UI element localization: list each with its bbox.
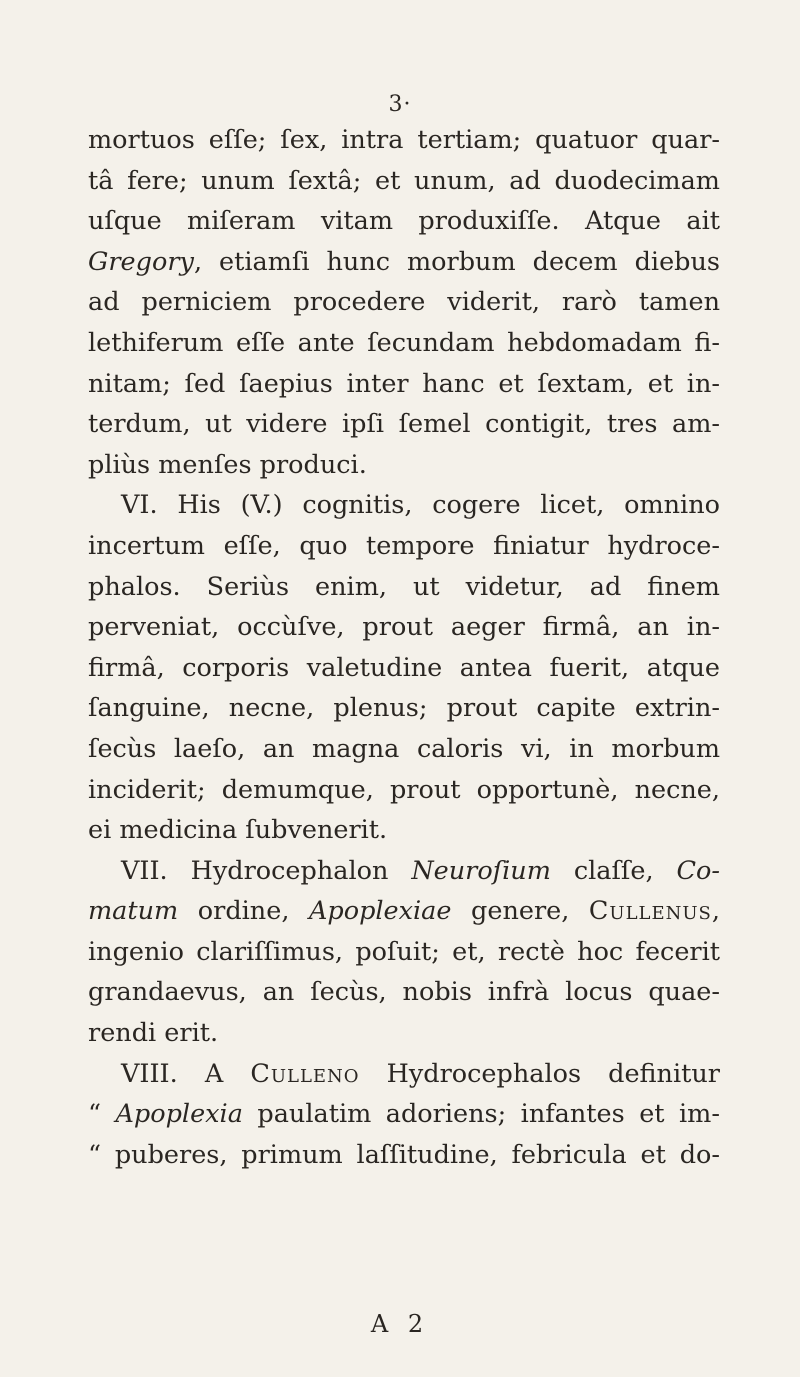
text-line [88,364,720,405]
text-line [88,810,720,851]
text-line [88,729,720,770]
text-line [88,323,720,364]
text-run: phalos. Seriùs enim, ut videtur, ad finem [88,571,720,602]
text-line [88,1094,720,1135]
italic-text: Neuroſium [411,855,551,886]
text-line [88,688,720,729]
italic-text: Co- [676,855,720,886]
text-run: grandaevus, an ſecùs, nobis infrà locus quae- [88,977,720,1008]
text-run: paulatim adoriens; infantes et im- [242,1099,720,1130]
text-line [88,282,720,323]
text-line [88,607,720,648]
text-run: genere, [451,896,589,927]
text-line [88,526,720,567]
text-run: VIII. A [121,1058,251,1089]
text-run: , etiamſi hunc morbum decem diebus [193,246,720,277]
text-line [88,567,720,608]
text-line [88,404,720,445]
text-line [88,201,720,242]
italic-text: matum [88,896,179,927]
text-run: ſanguine, necne, plenus; prout capite extrin- [88,693,720,724]
text-line [88,770,720,811]
body-text [88,120,720,1175]
text-line [88,120,720,161]
text-run: rendi erit. [88,1018,219,1049]
text-run: incertum eſſe, quo tempore finiatur hydroce- [88,530,720,561]
text-run: nitam; ſed ſaepius inter hanc et ſextam, et in- [88,368,720,399]
text-line [88,932,720,973]
text-run: perveniat, occùſve, prout aeger firmâ, an in- [88,612,720,643]
page-number: 3· [388,92,412,117]
small-caps-text: Culleno [250,1058,360,1089]
text-run: claſſe, [550,855,677,886]
italic-text: Gregory [88,246,194,277]
text-line [88,1135,720,1176]
text-run: Hydrocephalos definitur [359,1058,720,1089]
small-caps-text: Cullenus [588,896,712,927]
text-line [88,161,720,202]
text-run: mortuos eſſe; ſex, intra tertiam; quatuor quar- [88,125,720,155]
italic-text: Apoplexiae [308,896,452,927]
text-run: tâ fere; unum ſextâ; et unum, ad duodecimam [88,165,720,196]
text-run: “ puberes, primum laſſitudine, febricula et do- [88,1139,720,1170]
text-run: VI. His (V.) cognitis, cogere licet, omnino [121,490,720,521]
text-run: VII. Hydrocephalon [121,855,412,886]
text-line [88,1013,720,1054]
text-run: ſecùs laeſo, an magna caloris vi, in morbum [88,733,720,764]
text-run: firmâ, corporis valetudine antea fuerit, atque [88,652,720,683]
text-line [88,242,720,283]
signature-mark: A 2 [370,1310,430,1338]
italic-text: Apoplexia [115,1099,243,1130]
text-line [88,891,720,932]
text-run: inciderit; demumque, prout opportunè, necne, [88,774,720,805]
text-line [88,485,720,526]
text-run: lethiferum eſſe ante ſecundam hebdomadam fi- [88,327,720,358]
text-line [88,1054,720,1095]
text-line [88,972,720,1013]
text-line [88,445,720,486]
text-run: , [711,896,720,927]
text-line [88,648,720,689]
text-run: pliùs menſes produci. [88,449,367,480]
text-run: ad perniciem procedere viderit, rarò tamen [88,287,720,318]
text-run: ingenio clariſſimus, poſuit; et, rectè hoc fecerit [88,936,720,967]
text-run: uſque miſeram vitam produxiſſe. Atque ait [88,206,720,237]
text-line [88,851,720,892]
text-run: ei medicina ſubvenerit. [88,815,388,846]
text-run: ordine, [178,896,309,927]
text-run: “ [88,1099,116,1130]
text-run: terdum, ut videre ipſi ſemel contigit, tres am- [88,409,720,440]
